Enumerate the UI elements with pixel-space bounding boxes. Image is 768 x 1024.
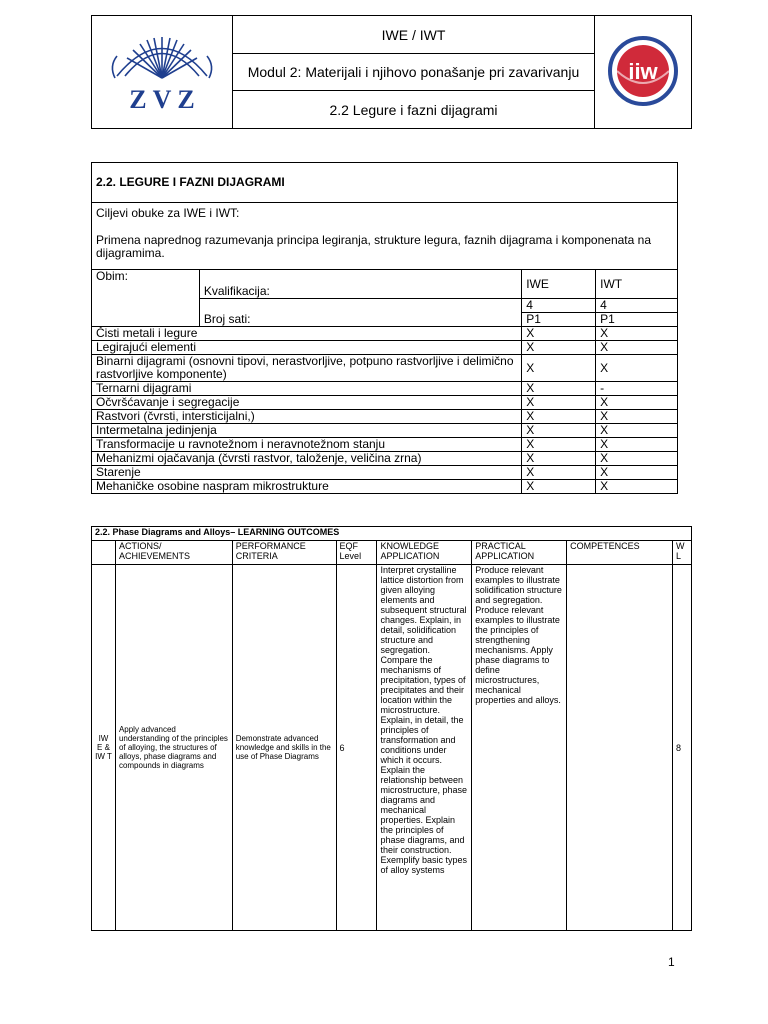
table-row — [92, 565, 692, 931]
zvz-logo — [92, 16, 233, 129]
header-competences: COMPETENCES — [567, 541, 673, 565]
competences-cell — [567, 565, 673, 931]
hours-label: Broj sati: — [199, 299, 521, 327]
table-row: Očvršćavanje i segregacije X X — [92, 396, 678, 410]
header-line2: Modul 2: Materijali i njihovo ponašanje pri zavarivanju — [233, 54, 595, 91]
header-eqf: EQF Level — [336, 541, 377, 565]
p-iwt: P1 — [596, 313, 678, 327]
zvz-logo-icon — [107, 26, 217, 116]
side-label: IW E & IW T — [92, 565, 116, 931]
table-row: Mehanizmi ojačavanja (čvrsti rastvor, taloženje, veličina zrna) X X — [92, 452, 678, 466]
zvz-logo-text: Z V Z — [129, 84, 195, 114]
table1-title: 2.2. LEGURE I FAZNI DIJAGRAMI — [92, 163, 678, 203]
header-actions: ACTIONS/ ACHIEVEMENTS — [115, 541, 232, 565]
qualification-label: Kvalifikacija: — [199, 270, 521, 299]
iiw-logo-text: iiw — [628, 58, 658, 84]
table-row: Legirajući elementi X X — [92, 341, 678, 355]
header-practical: PRACTICAL APPLICATION — [472, 541, 567, 565]
learning-outcomes-table — [91, 526, 692, 931]
header-criteria: PERFORMANCE CRITERIA — [232, 541, 336, 565]
iiw-logo — [595, 16, 692, 129]
criteria-cell: Demonstrate advanced knowledge and skills in the use of Phase Diagrams — [232, 565, 336, 931]
table-row: Intermetalna jedinjenja X X — [92, 424, 678, 438]
header-line3: 2.2 Legure i fazni dijagrami — [233, 91, 595, 129]
table2-title: 2.2. Phase Diagrams and Alloys– LEARNING OUTCOMES — [92, 527, 692, 541]
knowledge-cell: Interpret crystalline lattice distortion from given alloying elements and subsequent structural changes. Explain, in detail, solidification structure and segregation. Compare the mechanisms of precipitation, types of precipitates and their location within the microstructure. Explain, in detail, the principles of transformation and conditions under which it occurs. Explain the relationship between microstructure, phase diagrams and mechanical properties. Explain the principles of phase diagrams, and their construction. Exemplify basic types of alloy systems — [377, 565, 472, 931]
header-knowledge: KNOWLEDGE APPLICATION — [377, 541, 472, 565]
table-row: Rastvori (čvrsti, intersticijalni,) X X — [92, 410, 678, 424]
hours-iwe: 4 — [522, 299, 596, 313]
p-iwe: P1 — [522, 313, 596, 327]
iiw-logo-icon — [607, 35, 679, 107]
table-row: Transformacije u ravnotežnom i neravnotežnom stanju X X — [92, 438, 678, 452]
goals-cell — [92, 203, 678, 270]
header-blank — [92, 541, 116, 565]
header-wl: W L — [672, 541, 691, 565]
curriculum-table — [91, 162, 678, 494]
wl-cell: 8 — [672, 565, 691, 931]
header-line1: IWE / IWT — [233, 16, 595, 54]
table-row: Binarni dijagrami (osnovni tipovi, nerastvorljive, potpuno rastvorljive i delimično rastvorljive komponente) X X — [92, 355, 678, 382]
scope-label: Obim: — [92, 270, 200, 327]
table-row: Mehaničke osobine naspram mikrostrukture X X — [92, 480, 678, 494]
table-row: Starenje X X — [92, 466, 678, 480]
page-number: 1 — [668, 955, 675, 969]
col-iwe: IWE — [522, 270, 596, 299]
document-header — [91, 15, 692, 129]
actions-cell: Apply advanced understanding of the principles of alloying, the structures of alloys, phase diagrams and compounds in diagrams — [115, 565, 232, 931]
eqf-cell: 6 — [336, 565, 377, 931]
col-iwt: IWT — [596, 270, 678, 299]
hours-iwt: 4 — [596, 299, 678, 313]
table-row: Ternarni dijagrami X - — [92, 382, 678, 396]
table-row: Čisti metali i legure X X — [92, 327, 678, 341]
goals-text: Primena naprednog razumevanja principa legiranja, strukture legura, faznih dijagrama i komponenata na dijagramima. — [96, 233, 651, 260]
goals-label: Ciljevi obuke za IWE i IWT: — [96, 206, 240, 220]
practical-cell: Produce relevant examples to illustrate solidification structure and segregation. Produce relevant examples to illustrate the principles of strengthening mechanisms. Apply phase diagrams to define microstructures, mechanical properties and alloys. — [472, 565, 567, 931]
